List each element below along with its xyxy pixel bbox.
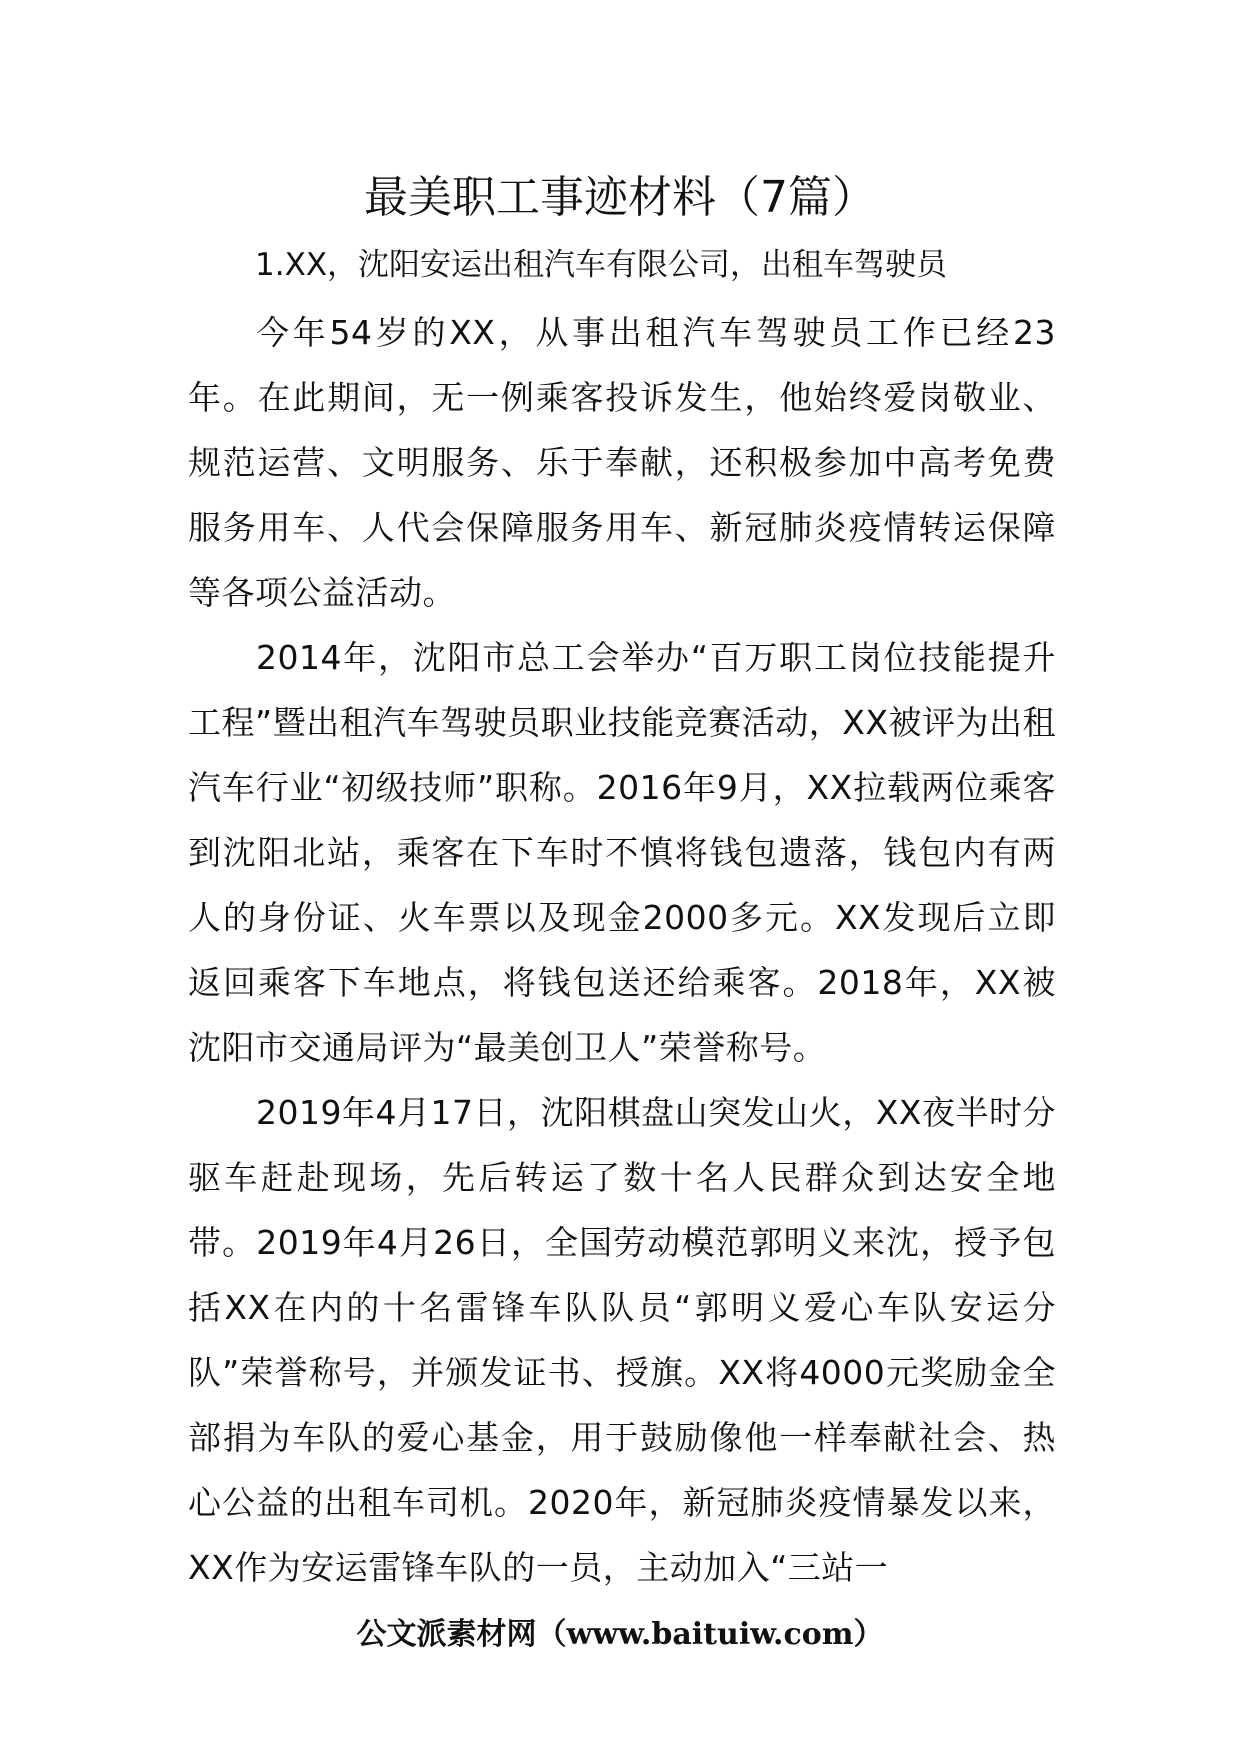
paragraph-1: 今年54岁的XX，从事出租汽车驾驶员工作已经23年。在此期间，无一例乘客投诉发生，他始终爱岗敬业、规范运营、文明服务、乐于奉献，还积极参加中高考免费服务用车、人代会保障服务用车、新冠肺炎疫情转运保障等各项公益活动。 (188, 313, 1056, 612)
section-heading: 1.XX，沈阳安运出租汽车有限公司，出租车驾驶员 (255, 247, 948, 283)
document-title: 最美职工事迹材料（7篇） (364, 172, 876, 223)
paragraph-3: 2019年4月17日，沈阳棋盘山突发山火，XX夜半时分驱车赶赴现场，先后转运了数十名人民群众到达安全地带。2019年4月26日，全国劳动模范郭明义来沈，授予包括XX在内的十名雷锋车队队员“郭明义爱心车队安运分队”荣誉称号，并颁发证书、授旗。XX将4000元奖励金全部捐为车队的爱心基金，用于鼓励像他一样奉献社会、热心公益的出租车司机。2020年，新冠肺炎疫情暴发以来，XX作为安运雷锋车队的一员，主动加入“三站一 (188, 1093, 1056, 1587)
footer-watermark: 公文派素材网（www.baituiw.com） (356, 1617, 884, 1652)
paragraph-2: 2014年，沈阳市总工会举办“百万职工岗位技能提升工程”暨出租汽车驾驶员职业技能竞赛活动，XX被评为出租汽车行业“初级技师”职称。2016年9月，XX拉载两位乘客到沈阳北站，乘客在下车时不慎将钱包遗落，钱包内有两人的身份证、火车票以及现金2000多元。XX发现后立即返回乘客下车地点，将钱包送还给乘客。2018年，XX被沈阳市交通局评为“最美创卫人”荣誉称号。 (188, 638, 1056, 1067)
document-body (188, 300, 1056, 1600)
